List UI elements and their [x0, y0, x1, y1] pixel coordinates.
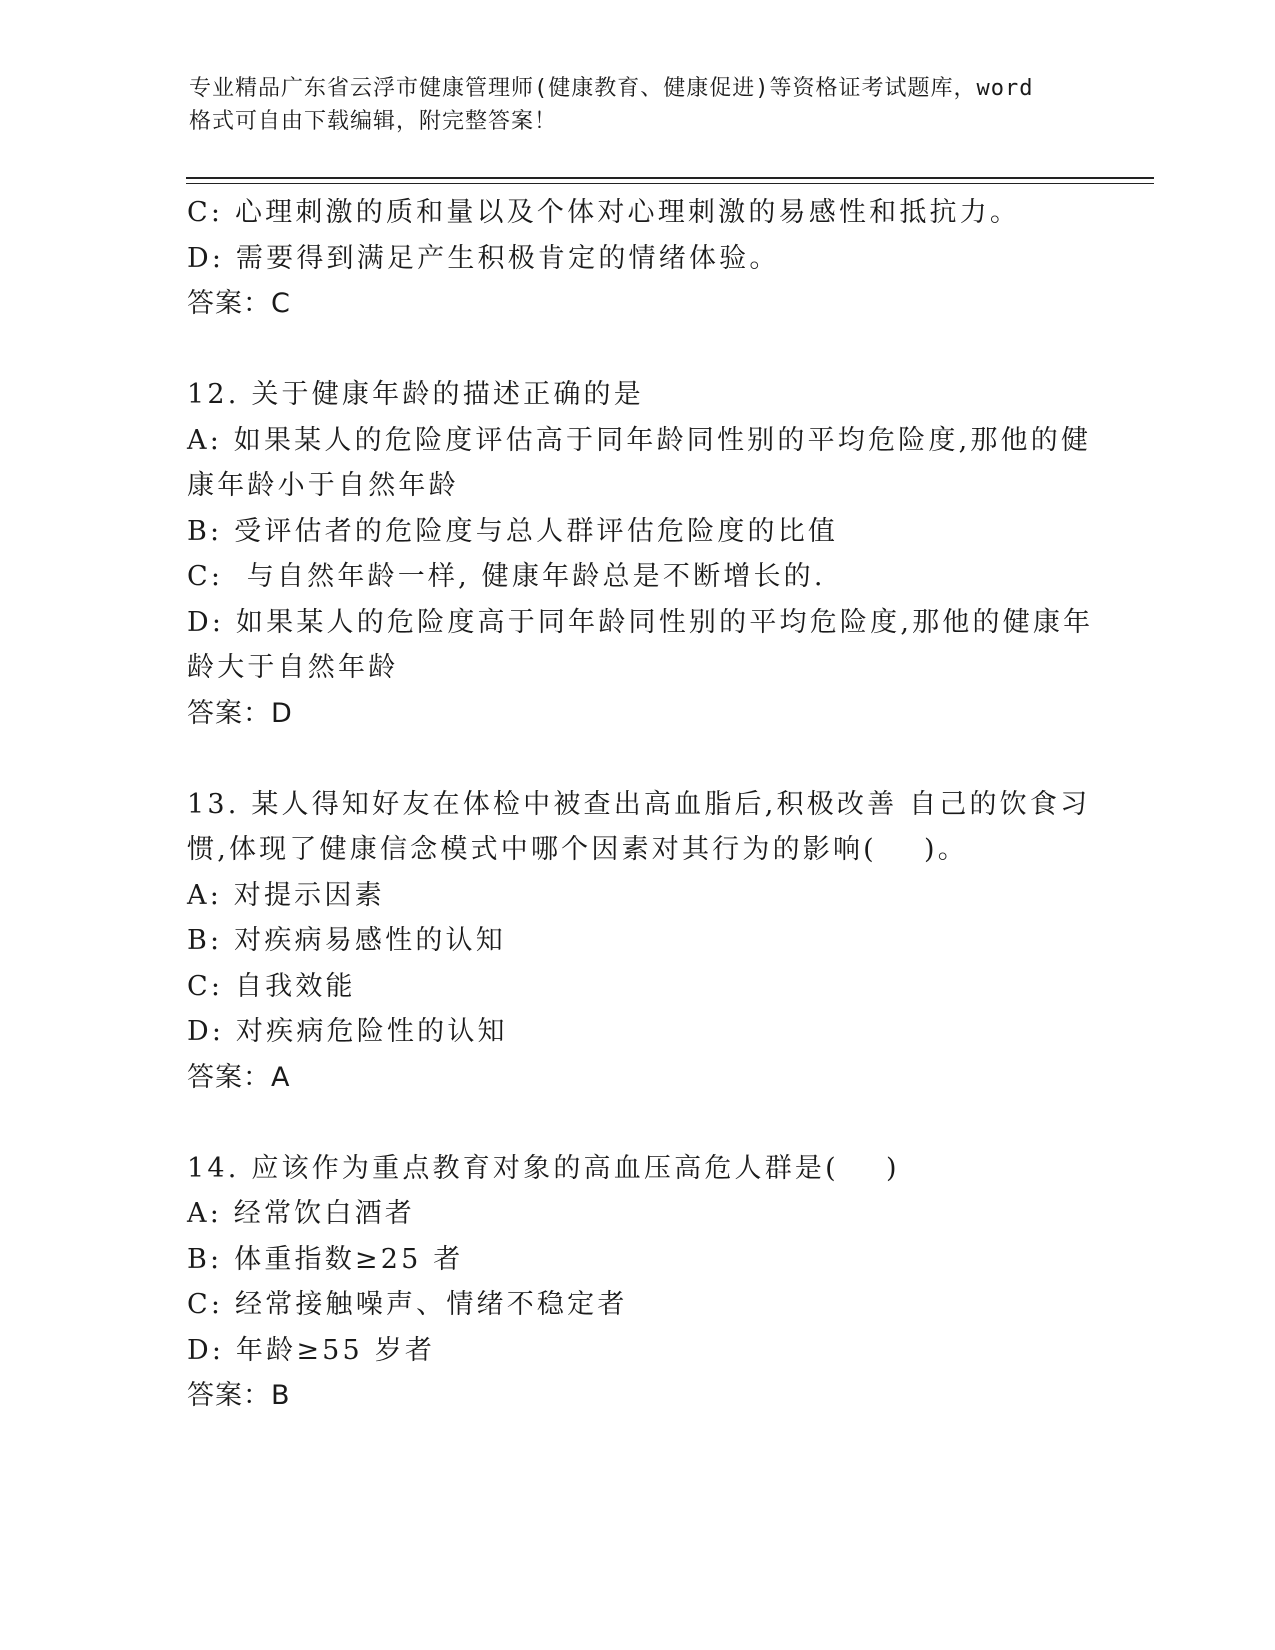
question-spacer: [187, 327, 1067, 373]
question-13: [187, 782, 1091, 1101]
option-a: A: 如果某人的危险度评估高于同年龄同性别的平均危险度,那他的健: [187, 424, 1092, 456]
question-11-tail: [187, 190, 1067, 327]
option-c: C: 心理刺激的质和量以及个体对心理刺激的易感性和抵抗力。: [187, 197, 1021, 228]
header-title-line-1: 专业精品广东省云浮市健康管理师(健康教育、健康促进)等资格证考试题库，word: [189, 76, 1034, 101]
answer-line: 答案：B: [187, 1380, 291, 1411]
question-stem: 14. 应该作为重点教育对象的高血压高危人群是( ): [187, 1152, 900, 1184]
option-d: D: 年龄≥55 岁者: [187, 1334, 436, 1366]
answer-line: 答案：A: [187, 1061, 291, 1093]
question-stem: 13. 某人得知好友在体检中被查出高血脂后,积极改善 自己的饮食习: [187, 788, 1091, 820]
option-c: C: 经常接触噪声、情绪不稳定者: [187, 1289, 628, 1320]
question-14: [187, 1146, 1067, 1419]
answer-line: 答案：C: [187, 288, 291, 319]
option-a: A: 对提示因素: [187, 879, 385, 911]
answer-line: 答案：D: [187, 697, 293, 729]
option-c: C: 自我效能: [187, 970, 356, 1002]
option-b: B: 受评估者的危险度与总人群评估危险度的比值: [187, 515, 839, 547]
option-a-continued: 康年龄小于自然年龄: [187, 470, 459, 501]
option-c: C: 与自然年龄一样, 健康年龄总是不断增长的.: [187, 561, 826, 592]
option-d: D: 如果某人的危险度高于同年龄同性别的平均危险度,那他的健康年: [187, 606, 1094, 638]
question-12: [187, 372, 1094, 736]
option-b: B: 对疾病易感性的认知: [187, 925, 506, 956]
header-divider-thin: [186, 183, 1154, 184]
question-spacer: [187, 736, 1067, 782]
question-list: [187, 190, 1094, 1419]
question-stem-continued: 惯,体现了健康信念模式中哪个因素对其行为的影响( )。: [187, 834, 968, 865]
document-header: [189, 72, 1089, 138]
option-a: A: 经常饮白酒者: [187, 1198, 415, 1229]
option-d-continued: 龄大于自然年龄: [187, 652, 399, 683]
option-d: D: 需要得到满足产生积极肯定的情绪体验。: [187, 242, 780, 274]
option-b: B: 体重指数≥25 者: [187, 1243, 464, 1275]
header-divider-thick: [186, 177, 1154, 179]
question-stem: 12. 关于健康年龄的描述正确的是: [187, 379, 644, 410]
question-spacer: [187, 1100, 1067, 1146]
option-d: D: 对疾病危险性的认知: [187, 1016, 508, 1047]
header-title-line-2: 格式可自由下载编辑，附完整答案！: [189, 109, 558, 134]
